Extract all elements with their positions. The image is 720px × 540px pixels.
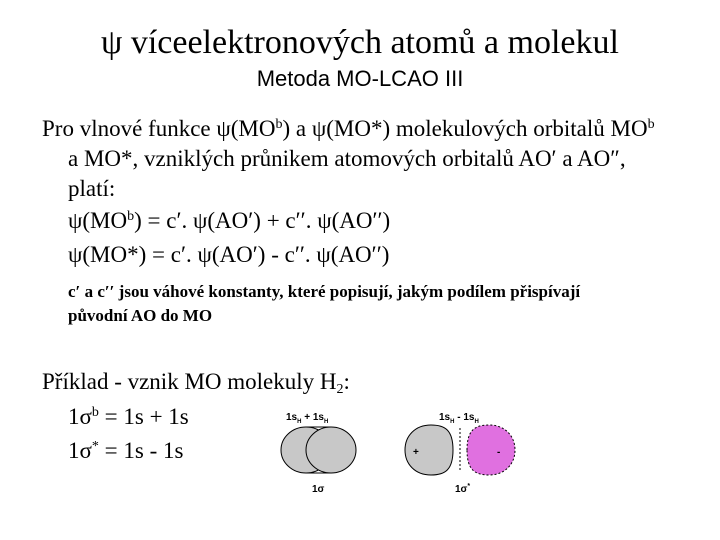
superscript: b	[647, 117, 655, 132]
equation-text: 1σ	[68, 404, 92, 429]
intro-line-3: platí:	[68, 176, 116, 201]
superscript: *	[91, 439, 99, 454]
diagram-caption: 1σ	[312, 484, 325, 495]
equation-antibonding: ψ(MO*) = c′. ψ(AO′) - c′′. ψ(AO′′)	[68, 242, 390, 267]
intro-line-1	[42, 116, 655, 142]
plus-sign: +	[413, 447, 419, 458]
slide-title: ψ víceelektronových atomů a molekul	[101, 24, 619, 61]
superscript: b	[91, 405, 99, 420]
intro-line-2: a MO*, vzniklých průnikem atomových orbitalů AO′ a AO″,	[68, 146, 626, 171]
equation-text: = 1s - 1s	[98, 438, 184, 463]
slide-subtitle: Metoda MO-LCAO III	[256, 66, 464, 91]
sigma-antibonding-equation	[68, 438, 183, 464]
note-line-1: c′ a c′′ jsou váhové konstanty, které popisují, jakým podílem přispívají	[68, 282, 581, 301]
diagram-label: $1s_H - 1s_H$	[439, 412, 479, 425]
equation-text: ψ(MO	[68, 208, 128, 233]
diagram-label: $1s_H + 1s_H$	[286, 412, 329, 425]
equation-text: ) = c′. ψ(AO′) + c′′. ψ(AO′′)	[134, 208, 391, 233]
diagram-caption: 1σ*	[455, 483, 471, 495]
equation-text: 1σ	[68, 438, 92, 463]
right-1s-lobe	[306, 427, 356, 473]
subscript: 2	[336, 382, 344, 397]
intro-text: Pro vlnové funkce ψ(MO	[42, 116, 276, 141]
example-heading	[42, 369, 350, 398]
example-text: :	[343, 369, 350, 394]
intro-text: ) a ψ(MO*) molekulových orbitalů MO	[282, 116, 648, 141]
equation-bonding	[68, 208, 390, 234]
minus-sign: -	[497, 447, 501, 458]
equation-text: = 1s + 1s	[98, 404, 189, 429]
note-line-2: původní AO do MO	[68, 306, 213, 325]
negative-lobe	[467, 425, 515, 475]
superscript: b	[275, 117, 283, 132]
example-text: Příklad - vznik MO molekuly H	[42, 369, 337, 394]
sigma-bonding-equation	[68, 404, 189, 430]
antibonding-orbital-diagram	[395, 400, 545, 500]
bonding-orbital-diagram	[270, 400, 380, 500]
superscript: b	[127, 209, 135, 224]
